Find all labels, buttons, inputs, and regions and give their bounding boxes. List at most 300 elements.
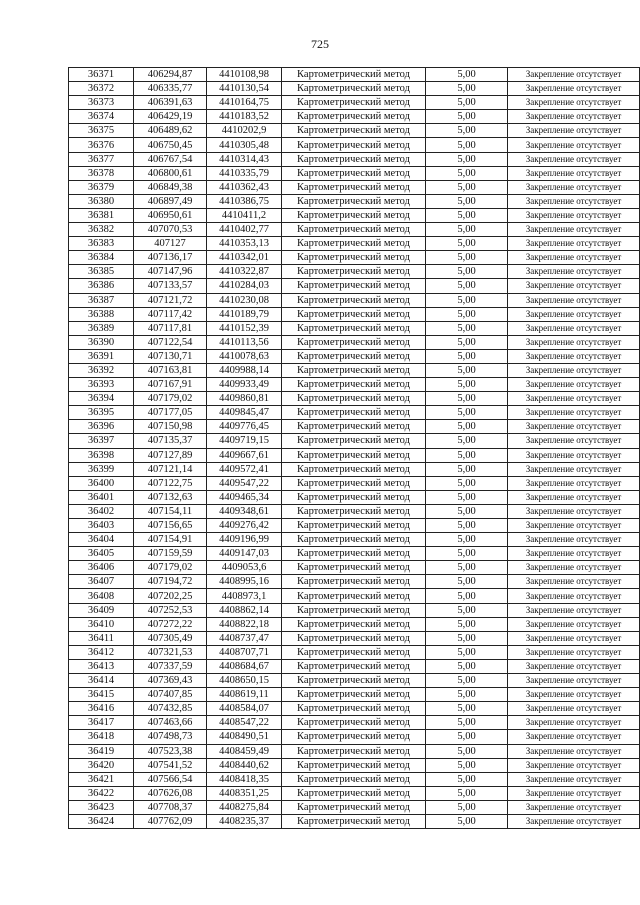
x-coordinate-cell: 407133,57 xyxy=(134,279,207,293)
error-cell: 5,00 xyxy=(426,251,508,265)
table-row xyxy=(69,744,640,758)
x-coordinate-cell: 407202,25 xyxy=(134,589,207,603)
table-row xyxy=(69,730,640,744)
x-coordinate-cell: 407154,91 xyxy=(134,533,207,547)
x-coordinate-cell: 406800,61 xyxy=(134,166,207,180)
error-cell: 5,00 xyxy=(426,420,508,434)
fixing-cell: Закрепление отсутствует xyxy=(508,814,640,828)
x-coordinate-cell: 407541,52 xyxy=(134,758,207,772)
error-cell: 5,00 xyxy=(426,631,508,645)
method-cell: Картометрический метод xyxy=(282,814,426,828)
y-coordinate-cell: 4409845,47 xyxy=(207,406,282,420)
y-coordinate-cell: 4408584,07 xyxy=(207,702,282,716)
y-coordinate-cell: 4410335,79 xyxy=(207,166,282,180)
method-cell: Картометрический метод xyxy=(282,223,426,237)
y-coordinate-cell: 4410322,87 xyxy=(207,265,282,279)
method-cell: Картометрический метод xyxy=(282,561,426,575)
fixing-cell: Закрепление отсутствует xyxy=(508,730,640,744)
x-coordinate-cell: 406294,87 xyxy=(134,68,207,82)
y-coordinate-cell: 4408973,1 xyxy=(207,589,282,603)
error-cell: 5,00 xyxy=(426,124,508,138)
y-coordinate-cell: 4408822,18 xyxy=(207,617,282,631)
fixing-cell: Закрепление отсутствует xyxy=(508,138,640,152)
y-coordinate-cell: 4410183,52 xyxy=(207,110,282,124)
x-coordinate-cell: 407498,73 xyxy=(134,730,207,744)
table-row xyxy=(69,265,640,279)
y-coordinate-cell: 4410314,43 xyxy=(207,152,282,166)
fixing-cell: Закрепление отсутствует xyxy=(508,293,640,307)
point-number-cell: 36378 xyxy=(69,166,134,180)
fixing-cell: Закрепление отсутствует xyxy=(508,307,640,321)
table-row xyxy=(69,434,640,448)
point-number-cell: 36402 xyxy=(69,504,134,518)
method-cell: Картометрический метод xyxy=(282,589,426,603)
table-row xyxy=(69,110,640,124)
table-row xyxy=(69,462,640,476)
table-row xyxy=(69,603,640,617)
error-cell: 5,00 xyxy=(426,307,508,321)
fixing-cell: Закрепление отсутствует xyxy=(508,223,640,237)
table-row xyxy=(69,293,640,307)
x-coordinate-cell: 407523,38 xyxy=(134,744,207,758)
error-cell: 5,00 xyxy=(426,504,508,518)
error-cell: 5,00 xyxy=(426,702,508,716)
method-cell: Картометрический метод xyxy=(282,547,426,561)
error-cell: 5,00 xyxy=(426,223,508,237)
table-row xyxy=(69,223,640,237)
y-coordinate-cell: 4408490,51 xyxy=(207,730,282,744)
table-row xyxy=(69,349,640,363)
y-coordinate-cell: 4410130,54 xyxy=(207,82,282,96)
y-coordinate-cell: 4409572,41 xyxy=(207,462,282,476)
y-coordinate-cell: 4410164,75 xyxy=(207,96,282,110)
error-cell: 5,00 xyxy=(426,110,508,124)
x-coordinate-cell: 407194,72 xyxy=(134,575,207,589)
x-coordinate-cell: 406950,61 xyxy=(134,208,207,222)
x-coordinate-cell: 407252,53 xyxy=(134,603,207,617)
method-cell: Картометрический метод xyxy=(282,462,426,476)
fixing-cell: Закрепление отсутствует xyxy=(508,659,640,673)
fixing-cell: Закрепление отсутствует xyxy=(508,575,640,589)
fixing-cell: Закрепление отсутствует xyxy=(508,378,640,392)
error-cell: 5,00 xyxy=(426,335,508,349)
error-cell: 5,00 xyxy=(426,194,508,208)
method-cell: Картометрический метод xyxy=(282,631,426,645)
point-number-cell: 36372 xyxy=(69,82,134,96)
y-coordinate-cell: 4408418,35 xyxy=(207,772,282,786)
fixing-cell: Закрепление отсутствует xyxy=(508,702,640,716)
table-row xyxy=(69,533,640,547)
fixing-cell: Закрепление отсутствует xyxy=(508,547,640,561)
method-cell: Картометрический метод xyxy=(282,110,426,124)
y-coordinate-cell: 4409465,34 xyxy=(207,490,282,504)
x-coordinate-cell: 407135,37 xyxy=(134,434,207,448)
y-coordinate-cell: 4409276,42 xyxy=(207,519,282,533)
y-coordinate-cell: 4408684,67 xyxy=(207,659,282,673)
method-cell: Картометрический метод xyxy=(282,251,426,265)
method-cell: Картометрический метод xyxy=(282,744,426,758)
y-coordinate-cell: 4409547,22 xyxy=(207,476,282,490)
method-cell: Картометрический метод xyxy=(282,68,426,82)
x-coordinate-cell: 407132,63 xyxy=(134,490,207,504)
point-number-cell: 36419 xyxy=(69,744,134,758)
x-coordinate-cell: 407117,81 xyxy=(134,321,207,335)
error-cell: 5,00 xyxy=(426,476,508,490)
x-coordinate-cell: 407337,59 xyxy=(134,659,207,673)
x-coordinate-cell: 406897,49 xyxy=(134,194,207,208)
error-cell: 5,00 xyxy=(426,716,508,730)
error-cell: 5,00 xyxy=(426,490,508,504)
fixing-cell: Закрепление отсутствует xyxy=(508,617,640,631)
table-row xyxy=(69,68,640,82)
point-number-cell: 36388 xyxy=(69,307,134,321)
x-coordinate-cell: 407130,71 xyxy=(134,349,207,363)
table-row xyxy=(69,194,640,208)
method-cell: Картометрический метод xyxy=(282,504,426,518)
fixing-cell: Закрепление отсутствует xyxy=(508,166,640,180)
point-number-cell: 36392 xyxy=(69,363,134,377)
x-coordinate-cell: 406391,63 xyxy=(134,96,207,110)
y-coordinate-cell: 4409933,49 xyxy=(207,378,282,392)
x-coordinate-cell: 406489,62 xyxy=(134,124,207,138)
method-cell: Картометрический метод xyxy=(282,293,426,307)
method-cell: Картометрический метод xyxy=(282,800,426,814)
error-cell: 5,00 xyxy=(426,533,508,547)
fixing-cell: Закрепление отсутствует xyxy=(508,504,640,518)
point-number-cell: 36386 xyxy=(69,279,134,293)
method-cell: Картометрический метод xyxy=(282,363,426,377)
error-cell: 5,00 xyxy=(426,603,508,617)
error-cell: 5,00 xyxy=(426,406,508,420)
fixing-cell: Закрепление отсутствует xyxy=(508,448,640,462)
method-cell: Картометрический метод xyxy=(282,490,426,504)
y-coordinate-cell: 4410108,98 xyxy=(207,68,282,82)
fixing-cell: Закрепление отсутствует xyxy=(508,265,640,279)
fixing-cell: Закрепление отсутствует xyxy=(508,434,640,448)
method-cell: Картометрический метод xyxy=(282,406,426,420)
fixing-cell: Закрепление отсутствует xyxy=(508,208,640,222)
y-coordinate-cell: 4410411,2 xyxy=(207,208,282,222)
point-number-cell: 36371 xyxy=(69,68,134,82)
point-number-cell: 36414 xyxy=(69,674,134,688)
point-number-cell: 36417 xyxy=(69,716,134,730)
point-number-cell: 36373 xyxy=(69,96,134,110)
fixing-cell: Закрепление отсутствует xyxy=(508,645,640,659)
y-coordinate-cell: 4409348,61 xyxy=(207,504,282,518)
method-cell: Картометрический метод xyxy=(282,180,426,194)
point-number-cell: 36420 xyxy=(69,758,134,772)
fixing-cell: Закрепление отсутствует xyxy=(508,772,640,786)
y-coordinate-cell: 4410353,13 xyxy=(207,237,282,251)
method-cell: Картометрический метод xyxy=(282,448,426,462)
x-coordinate-cell: 407117,42 xyxy=(134,307,207,321)
point-number-cell: 36380 xyxy=(69,194,134,208)
error-cell: 5,00 xyxy=(426,448,508,462)
x-coordinate-cell: 407121,14 xyxy=(134,462,207,476)
table-row xyxy=(69,814,640,828)
table-row xyxy=(69,448,640,462)
method-cell: Картометрический метод xyxy=(282,420,426,434)
method-cell: Картометрический метод xyxy=(282,279,426,293)
method-cell: Картометрический метод xyxy=(282,476,426,490)
error-cell: 5,00 xyxy=(426,772,508,786)
method-cell: Картометрический метод xyxy=(282,194,426,208)
point-number-cell: 36381 xyxy=(69,208,134,222)
x-coordinate-cell: 407122,54 xyxy=(134,335,207,349)
y-coordinate-cell: 4410284,03 xyxy=(207,279,282,293)
y-coordinate-cell: 4410189,79 xyxy=(207,307,282,321)
x-coordinate-cell: 407136,17 xyxy=(134,251,207,265)
y-coordinate-cell: 4408235,37 xyxy=(207,814,282,828)
method-cell: Картометрический метод xyxy=(282,349,426,363)
point-number-cell: 36411 xyxy=(69,631,134,645)
table-row xyxy=(69,307,640,321)
point-number-cell: 36374 xyxy=(69,110,134,124)
fixing-cell: Закрепление отсутствует xyxy=(508,279,640,293)
fixing-cell: Закрепление отсутствует xyxy=(508,406,640,420)
fixing-cell: Закрепление отсутствует xyxy=(508,519,640,533)
method-cell: Картометрический метод xyxy=(282,674,426,688)
y-coordinate-cell: 4408275,84 xyxy=(207,800,282,814)
error-cell: 5,00 xyxy=(426,800,508,814)
table-row xyxy=(69,406,640,420)
point-number-cell: 36383 xyxy=(69,237,134,251)
fixing-cell: Закрепление отсутствует xyxy=(508,152,640,166)
fixing-cell: Закрепление отсутствует xyxy=(508,124,640,138)
y-coordinate-cell: 4408862,14 xyxy=(207,603,282,617)
method-cell: Картометрический метод xyxy=(282,716,426,730)
method-cell: Картометрический метод xyxy=(282,772,426,786)
x-coordinate-cell: 407147,96 xyxy=(134,265,207,279)
x-coordinate-cell: 407070,53 xyxy=(134,223,207,237)
fixing-cell: Закрепление отсутствует xyxy=(508,251,640,265)
error-cell: 5,00 xyxy=(426,321,508,335)
point-number-cell: 36413 xyxy=(69,659,134,673)
x-coordinate-cell: 407177,05 xyxy=(134,406,207,420)
method-cell: Картометрический метод xyxy=(282,392,426,406)
error-cell: 5,00 xyxy=(426,462,508,476)
point-number-cell: 36390 xyxy=(69,335,134,349)
table-row xyxy=(69,702,640,716)
error-cell: 5,00 xyxy=(426,786,508,800)
error-cell: 5,00 xyxy=(426,208,508,222)
y-coordinate-cell: 4408650,15 xyxy=(207,674,282,688)
error-cell: 5,00 xyxy=(426,547,508,561)
method-cell: Картометрический метод xyxy=(282,702,426,716)
fixing-cell: Закрепление отсутствует xyxy=(508,561,640,575)
method-cell: Картометрический метод xyxy=(282,786,426,800)
x-coordinate-cell: 407708,37 xyxy=(134,800,207,814)
error-cell: 5,00 xyxy=(426,68,508,82)
table-row xyxy=(69,547,640,561)
fixing-cell: Закрепление отсутствует xyxy=(508,96,640,110)
method-cell: Картометрический метод xyxy=(282,659,426,673)
x-coordinate-cell: 406767,54 xyxy=(134,152,207,166)
x-coordinate-cell: 407154,11 xyxy=(134,504,207,518)
table-row xyxy=(69,659,640,673)
error-cell: 5,00 xyxy=(426,814,508,828)
point-number-cell: 36391 xyxy=(69,349,134,363)
method-cell: Картометрический метод xyxy=(282,758,426,772)
method-cell: Картометрический метод xyxy=(282,237,426,251)
error-cell: 5,00 xyxy=(426,349,508,363)
method-cell: Картометрический метод xyxy=(282,96,426,110)
y-coordinate-cell: 4408459,49 xyxy=(207,744,282,758)
method-cell: Картометрический метод xyxy=(282,533,426,547)
x-coordinate-cell: 407156,65 xyxy=(134,519,207,533)
method-cell: Картометрический метод xyxy=(282,519,426,533)
fixing-cell: Закрепление отсутствует xyxy=(508,533,640,547)
coordinates-table xyxy=(68,67,640,829)
y-coordinate-cell: 4408707,71 xyxy=(207,645,282,659)
error-cell: 5,00 xyxy=(426,265,508,279)
x-coordinate-cell: 407305,49 xyxy=(134,631,207,645)
table-row xyxy=(69,138,640,152)
fixing-cell: Закрепление отсутствует xyxy=(508,180,640,194)
x-coordinate-cell: 407127,89 xyxy=(134,448,207,462)
table-row xyxy=(69,674,640,688)
error-cell: 5,00 xyxy=(426,363,508,377)
error-cell: 5,00 xyxy=(426,730,508,744)
point-number-cell: 36379 xyxy=(69,180,134,194)
x-coordinate-cell: 407163,81 xyxy=(134,363,207,377)
point-number-cell: 36384 xyxy=(69,251,134,265)
point-number-cell: 36403 xyxy=(69,519,134,533)
method-cell: Картометрический метод xyxy=(282,335,426,349)
point-number-cell: 36418 xyxy=(69,730,134,744)
point-number-cell: 36394 xyxy=(69,392,134,406)
error-cell: 5,00 xyxy=(426,519,508,533)
y-coordinate-cell: 4408619,11 xyxy=(207,688,282,702)
method-cell: Картометрический метод xyxy=(282,307,426,321)
method-cell: Картометрический метод xyxy=(282,152,426,166)
y-coordinate-cell: 4410113,56 xyxy=(207,335,282,349)
fixing-cell: Закрепление отсутствует xyxy=(508,194,640,208)
table-row xyxy=(69,378,640,392)
method-cell: Картометрический метод xyxy=(282,575,426,589)
table-row xyxy=(69,786,640,800)
y-coordinate-cell: 4409147,03 xyxy=(207,547,282,561)
x-coordinate-cell: 406750,45 xyxy=(134,138,207,152)
table-row xyxy=(69,519,640,533)
x-coordinate-cell: 407150,98 xyxy=(134,420,207,434)
x-coordinate-cell: 407369,43 xyxy=(134,674,207,688)
fixing-cell: Закрепление отсутствует xyxy=(508,674,640,688)
point-number-cell: 36393 xyxy=(69,378,134,392)
method-cell: Картометрический метод xyxy=(282,688,426,702)
table-row xyxy=(69,82,640,96)
fixing-cell: Закрепление отсутствует xyxy=(508,237,640,251)
fixing-cell: Закрепление отсутствует xyxy=(508,589,640,603)
x-coordinate-cell: 407159,59 xyxy=(134,547,207,561)
table-row xyxy=(69,561,640,575)
method-cell: Картометрический метод xyxy=(282,730,426,744)
x-coordinate-cell: 407407,85 xyxy=(134,688,207,702)
method-cell: Картометрический метод xyxy=(282,166,426,180)
table-row xyxy=(69,645,640,659)
table-row xyxy=(69,504,640,518)
error-cell: 5,00 xyxy=(426,96,508,110)
error-cell: 5,00 xyxy=(426,744,508,758)
point-number-cell: 36389 xyxy=(69,321,134,335)
fixing-cell: Закрепление отсутствует xyxy=(508,363,640,377)
error-cell: 5,00 xyxy=(426,392,508,406)
fixing-cell: Закрепление отсутствует xyxy=(508,321,640,335)
table-row xyxy=(69,490,640,504)
error-cell: 5,00 xyxy=(426,434,508,448)
x-coordinate-cell: 407762,09 xyxy=(134,814,207,828)
y-coordinate-cell: 4410230,08 xyxy=(207,293,282,307)
y-coordinate-cell: 4410305,48 xyxy=(207,138,282,152)
y-coordinate-cell: 4410202,9 xyxy=(207,124,282,138)
x-coordinate-cell: 406429,19 xyxy=(134,110,207,124)
error-cell: 5,00 xyxy=(426,674,508,688)
y-coordinate-cell: 4410402,77 xyxy=(207,223,282,237)
point-number-cell: 36409 xyxy=(69,603,134,617)
method-cell: Картометрический метод xyxy=(282,138,426,152)
x-coordinate-cell: 407167,91 xyxy=(134,378,207,392)
point-number-cell: 36377 xyxy=(69,152,134,166)
fixing-cell: Закрепление отсутствует xyxy=(508,716,640,730)
fixing-cell: Закрепление отсутствует xyxy=(508,800,640,814)
y-coordinate-cell: 4410152,39 xyxy=(207,321,282,335)
method-cell: Картометрический метод xyxy=(282,321,426,335)
table-row xyxy=(69,631,640,645)
page-number: 725 xyxy=(311,37,329,51)
fixing-cell: Закрепление отсутствует xyxy=(508,68,640,82)
point-number-cell: 36412 xyxy=(69,645,134,659)
point-number-cell: 36396 xyxy=(69,420,134,434)
y-coordinate-cell: 4410342,01 xyxy=(207,251,282,265)
error-cell: 5,00 xyxy=(426,279,508,293)
table-row xyxy=(69,617,640,631)
error-cell: 5,00 xyxy=(426,82,508,96)
method-cell: Картометрический метод xyxy=(282,82,426,96)
point-number-cell: 36410 xyxy=(69,617,134,631)
x-coordinate-cell: 407432,85 xyxy=(134,702,207,716)
fixing-cell: Закрепление отсутствует xyxy=(508,786,640,800)
table-row xyxy=(69,716,640,730)
fixing-cell: Закрепление отсутствует xyxy=(508,335,640,349)
error-cell: 5,00 xyxy=(426,166,508,180)
table-row xyxy=(69,800,640,814)
table-row xyxy=(69,772,640,786)
x-coordinate-cell: 407463,66 xyxy=(134,716,207,730)
error-cell: 5,00 xyxy=(426,758,508,772)
table-row xyxy=(69,152,640,166)
point-number-cell: 36415 xyxy=(69,688,134,702)
error-cell: 5,00 xyxy=(426,180,508,194)
point-number-cell: 36385 xyxy=(69,265,134,279)
fixing-cell: Закрепление отсутствует xyxy=(508,490,640,504)
point-number-cell: 36376 xyxy=(69,138,134,152)
point-number-cell: 36422 xyxy=(69,786,134,800)
error-cell: 5,00 xyxy=(426,293,508,307)
fixing-cell: Закрепление отсутствует xyxy=(508,349,640,363)
error-cell: 5,00 xyxy=(426,589,508,603)
error-cell: 5,00 xyxy=(426,688,508,702)
point-number-cell: 36399 xyxy=(69,462,134,476)
method-cell: Картометрический метод xyxy=(282,617,426,631)
x-coordinate-cell: 407179,02 xyxy=(134,392,207,406)
fixing-cell: Закрепление отсутствует xyxy=(508,744,640,758)
y-coordinate-cell: 4408737,47 xyxy=(207,631,282,645)
y-coordinate-cell: 4408547,22 xyxy=(207,716,282,730)
point-number-cell: 36375 xyxy=(69,124,134,138)
y-coordinate-cell: 4409860,81 xyxy=(207,392,282,406)
fixing-cell: Закрепление отсутствует xyxy=(508,462,640,476)
x-coordinate-cell: 406335,77 xyxy=(134,82,207,96)
